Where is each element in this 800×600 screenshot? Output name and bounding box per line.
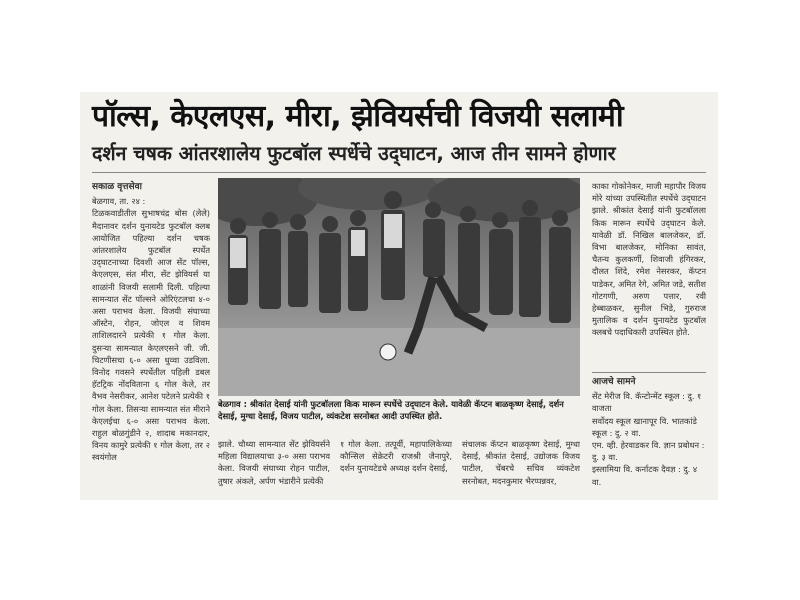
article-column-2 (218, 438, 330, 492)
match-schedule (592, 376, 706, 492)
column-1-text: टिळकवाडीतील सुभाषचंद्र बोस (लेले) मैदानावर दर्शन युनायटेड फुटबॉल क्लब आयोजित पहिल्या दर्शन चषक आंतरशालेय फुटबॉल स्पर्धेत उद्‌घाटनाच्या दिवशी आज सेंट पॉल्स, केएलएस, संत मीरा, सेंट झेवियर्स या शाळांनी विजयी सलामी दिली. पहिल्या सामन्यात सेंट पॉल्सने ओरिएंटलचा ४-० असा पराभव केला. विजयी संघाच्या ऑस्टेन, रोहन, जोएल व शिवम ताशिलदारने प्रत्येकी १ गोल केला. दुसऱ्या सामन्यात केएलएसने जी. जी. चिटणीसचा ६-० असा धुव्वा उडविला. विनोद गवसने स्पर्धेतील पहिली डबल हॅटट्रिक नोंदविताना ६ गोल केले, तर वैभव नेसरीकर, आनेश पटेलने प्रत्येकी १ गोल केला. तिसऱ्या सामन्यात संत मीराने केएलईचा ६-० असा पराभव केला. राहुल बोळगुंडीने २, शादाब मकानदार, विनय कामुरे प्रत्येकी १ गोल केला, तर २ स्वयंगोल (92, 208, 210, 463)
column-3-text: १ गोल केला. तत्पूर्वी, महापालिकेच्या कौन्सिल सेक्रेटरी राजश्री जैनापुरे, दर्शन युनायटेडचे अध्यक्ष दर्शन देसाई, (340, 439, 452, 474)
article-column-1 (92, 180, 210, 492)
column-2-text: झाले. चौथ्या सामन्यात सेंट झेवियर्सने महिला विद्यालयाचा ३-० असा पराभव केला. विजयी संघाच्या रोहन पाटील, तुषार अंकले, अर्पण भंडारीने प्रत्येकी (218, 439, 330, 486)
byline: सकाळ वृत्तसेवा (92, 182, 142, 192)
dateline: बेळगाव, ता. २४ : (92, 196, 146, 207)
article-column-3 (340, 438, 452, 492)
article-column-4 (462, 438, 580, 492)
schedule-title: आजचे सामने (592, 377, 636, 387)
news-photo (218, 178, 580, 396)
schedule-line: एम. व्ही. हेरवाडकर वि. ज्ञान प्रबोधन : दु. ३ वा. (592, 440, 705, 463)
column-4-text: संचालक कॅप्टन बाळकृष्ण देसाई, मुग्धा देसाई, श्रीकांत देसाई, उद्योजक विजय पाटील, चेंबरचे सचिव व्यंकटेश सरनोबत, मदनकुमार भैरप्पन्नवर, (462, 439, 580, 486)
subheadline: दर्शन चषक आंतरशालेय फुटबॉल स्पर्धेचे उद्‌घाटन, आज तीन सामने होणार (92, 142, 616, 165)
photo-caption: बेळगाव : श्रीकांत देसाई यांनी फुटबॉलला किक मारून स्पर्धेचे उद्‌घाटन केले. यावेळी कॅप्टन बाळकृष्ण देसाई, दर्शन देसाई, मुग्धा देसाई, विजय पाटील, व्यंकटेश सरनोबत आदी उपस्थित होते. (218, 399, 564, 421)
schedule-line: सेंट मेरीज वि. कॅन्टोन्मेंट स्कूल : दु. १ वाजता (592, 391, 702, 414)
schedule-line: सर्वोदय स्कूल खानापूर वि. भातकांडे स्कूल : दु. २ वा. (592, 415, 697, 438)
schedule-line: इस्लामिया वि. कर्नाटक दैवज्ञ : दु. ४ वा. (592, 464, 698, 487)
football-kickoff-photo (218, 178, 580, 396)
article-column-right (592, 180, 706, 370)
schedule-divider (592, 372, 706, 373)
divider (92, 172, 706, 173)
headline: पॉल्स, केएलएस, मीरा, झेवियर्सची विजयी सलामी (92, 99, 624, 134)
right-column-text: काका गोकोनेकर, माजी महापौर विजय मोरे यांच्या उपस्थितीत स्पर्धेचे उद्‌घाटन झाले. श्रीकांत देसाई यांनी फुटबॉलला किक मारून स्पर्धेचे उद्‌घाटन केले. यावेळी डॉ. निखिल बालजेकर, डॉ. विभा बालजेकर, मोनिका सावंत, चैतन्य कुलकर्णी, शिवाजी हंगिरकर, दौलत शिंदे, रमेश नेसरकर, कॅप्टन पाडेकर, अमित रेगे, अमित जडे, सतीश गोटगणी, अरुण पत्तार, रवी हेब्बाळकर, सुनील भिडे, गुरुराज मुतालिक व दर्शन युनायटेड फुटबॉल क्लबचे पदाधिकारी उपस्थित होते. (592, 181, 706, 338)
